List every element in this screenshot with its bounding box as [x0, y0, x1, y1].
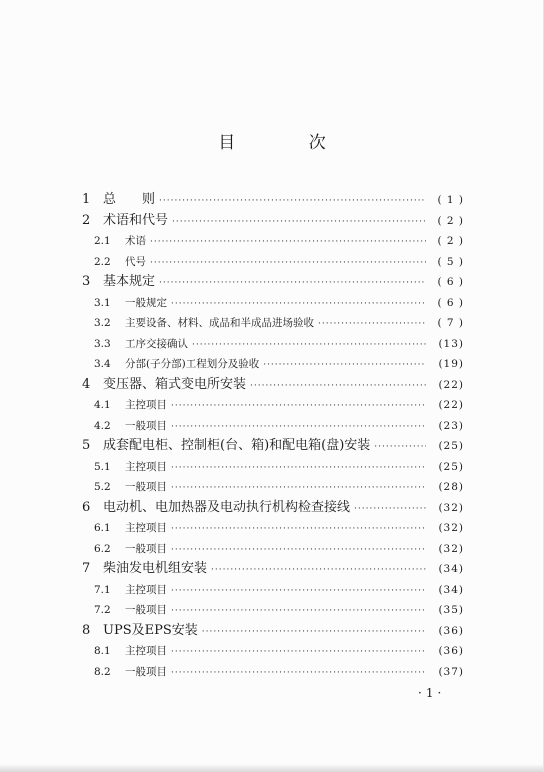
toc-entry-page: ( 7 ) — [437, 317, 464, 329]
dot-leader — [354, 499, 426, 519]
dot-leader — [171, 663, 426, 683]
toc-entry-title: 术语和代号 — [103, 212, 169, 228]
toc-entry-title: 主要设备、材料、成品和半成品进场验收 — [125, 317, 314, 329]
toc-entry-title: 分部(子分部)工程划分及验收 — [125, 358, 260, 370]
toc-entry-title: 一般项目 — [125, 542, 167, 555]
dot-leader — [171, 642, 426, 662]
dot-leader — [171, 396, 426, 416]
table-of-contents — [82, 190, 464, 682]
toc-entry — [82, 416, 464, 437]
dot-leader — [159, 191, 426, 211]
toc-entry-page: (36) — [438, 645, 464, 657]
page-title: 目 次 — [218, 133, 360, 153]
toc-entry — [82, 580, 464, 601]
toc-entry-page: (37) — [438, 665, 464, 678]
toc-entry — [82, 457, 464, 478]
dot-leader — [171, 458, 426, 478]
toc-entry — [82, 395, 464, 416]
toc-entry — [82, 231, 464, 252]
toc-entry-title: 成套配电柜、控制柜(台、箱)和配电箱(盘)安装 — [103, 438, 371, 453]
toc-entry — [82, 252, 464, 273]
toc-entry-page: (22) — [438, 399, 464, 411]
dot-leader — [250, 376, 426, 396]
dot-leader — [202, 622, 426, 642]
dot-leader — [150, 253, 426, 273]
toc-entry-number: 8.2 — [94, 665, 111, 678]
toc-entry-title: 一般项目 — [125, 665, 167, 678]
dot-leader — [318, 314, 426, 334]
toc-entry-number: 3.4 — [94, 358, 111, 370]
toc-entry-number: 6.1 — [94, 522, 111, 534]
toc-entry-title: 一般项目 — [125, 481, 167, 493]
toc-entry-number: 6.2 — [94, 542, 111, 555]
toc-entry — [82, 313, 464, 334]
toc-entry-page: (22) — [438, 378, 464, 391]
dot-leader — [171, 478, 426, 498]
toc-entry-number: 1 — [82, 192, 91, 207]
toc-entry-number: 2.1 — [94, 235, 111, 247]
dot-leader — [171, 581, 426, 601]
toc-entry-number: 4.2 — [94, 419, 111, 432]
toc-entry-page: (13) — [438, 337, 464, 350]
toc-entry-number: 2 — [82, 212, 91, 228]
toc-entry-page: (36) — [438, 624, 464, 637]
toc-entry-number: 5.1 — [94, 460, 111, 473]
toc-entry-title: 主控项目 — [125, 522, 167, 534]
toc-entry — [82, 641, 464, 662]
toc-entry-page: ( 6 ) — [437, 276, 464, 288]
toc-entry-number: 7.2 — [94, 604, 111, 616]
toc-entry-page: (34) — [438, 563, 464, 575]
toc-entry-page: (34) — [438, 583, 464, 596]
toc-entry-title: UPS及EPS安装 — [103, 622, 198, 638]
toc-entry-page: ( 6 ) — [437, 296, 464, 309]
dot-leader — [172, 212, 426, 232]
toc-entry-title: 电动机、电加热器及电动执行机构检查接线 — [103, 499, 351, 515]
toc-entry-title: 变压器、箱式变电所安装 — [103, 376, 247, 392]
toc-entry-title: 主控项目 — [125, 645, 167, 657]
dot-leader — [171, 601, 426, 621]
toc-entry — [82, 334, 464, 355]
toc-entry-page: ( 2 ) — [437, 235, 464, 247]
toc-entry-page: ( 2 ) — [437, 214, 464, 227]
toc-entry — [82, 211, 464, 232]
toc-entry-number: 3 — [82, 274, 91, 289]
toc-entry-title: 基本规定 — [103, 274, 156, 289]
toc-entry-number: 6 — [82, 499, 91, 515]
page-edge-shadow — [0, 764, 543, 772]
dot-leader — [171, 519, 426, 539]
toc-entry-number: 4.1 — [94, 399, 111, 411]
dot-leader — [150, 232, 426, 252]
dot-leader — [171, 417, 426, 437]
toc-entry-page: (32) — [438, 501, 464, 514]
toc-entry-page: (25) — [438, 460, 464, 473]
toc-entry — [82, 190, 464, 211]
toc-entry-number: 7 — [82, 561, 91, 576]
dot-leader — [374, 437, 426, 457]
toc-entry-page: (23) — [438, 419, 464, 432]
toc-entry-number: 2.2 — [94, 255, 111, 268]
toc-entry-title: 一般项目 — [125, 419, 167, 432]
toc-entry-page: (35) — [438, 604, 464, 616]
toc-entry-title: 一般项目 — [125, 604, 167, 616]
toc-entry-title: 主控项目 — [125, 583, 167, 596]
toc-entry — [82, 375, 464, 396]
toc-entry-title: 主控项目 — [125, 399, 167, 411]
toc-entry-title: 主控项目 — [125, 460, 167, 473]
dot-leader — [211, 560, 426, 580]
toc-entry — [82, 600, 464, 621]
toc-entry-title: 工序交接确认 — [125, 337, 188, 350]
dot-leader — [263, 355, 426, 375]
toc-entry — [82, 272, 464, 293]
toc-entry-number: 8.1 — [94, 645, 111, 657]
toc-entry — [82, 621, 464, 642]
toc-entry-number: 8 — [82, 622, 91, 638]
toc-entry-number: 5.2 — [94, 481, 111, 493]
dot-leader — [171, 294, 426, 314]
dot-leader — [192, 335, 426, 355]
toc-entry-number: 7.1 — [94, 583, 111, 596]
toc-entry — [82, 498, 464, 519]
toc-entry-number: 4 — [82, 376, 91, 392]
toc-entry-title: 术语 — [125, 235, 146, 247]
toc-entry-page: ( 5 ) — [437, 255, 464, 268]
toc-entry-number: 5 — [82, 438, 91, 453]
dot-leader — [171, 540, 426, 560]
toc-entry-page: (32) — [438, 542, 464, 555]
toc-entry — [82, 477, 464, 498]
toc-entry-number: 3.3 — [94, 337, 111, 350]
toc-entry-number: 3.2 — [94, 317, 111, 329]
toc-entry — [82, 518, 464, 539]
toc-entry — [82, 662, 464, 683]
toc-entry-title: 柴油发电机组安装 — [103, 561, 208, 576]
toc-entry-title: 代号 — [125, 255, 146, 268]
toc-entry — [82, 436, 464, 457]
toc-entry-title: 一般规定 — [125, 296, 167, 309]
toc-entry — [82, 539, 464, 560]
toc-entry-page: (32) — [438, 522, 464, 534]
dot-leader — [159, 273, 426, 293]
page-number: ·1· — [418, 686, 446, 700]
toc-entry — [82, 559, 464, 580]
toc-entry-page: ( 1 ) — [437, 194, 464, 206]
toc-entry — [82, 293, 464, 314]
toc-entry-page: (28) — [438, 481, 464, 493]
toc-entry-page: (25) — [438, 440, 464, 452]
toc-entry-number: 3.1 — [94, 296, 111, 309]
toc-entry-title: 总 则 — [103, 192, 156, 207]
toc-entry-page: (19) — [438, 358, 464, 370]
toc-entry — [82, 354, 464, 375]
